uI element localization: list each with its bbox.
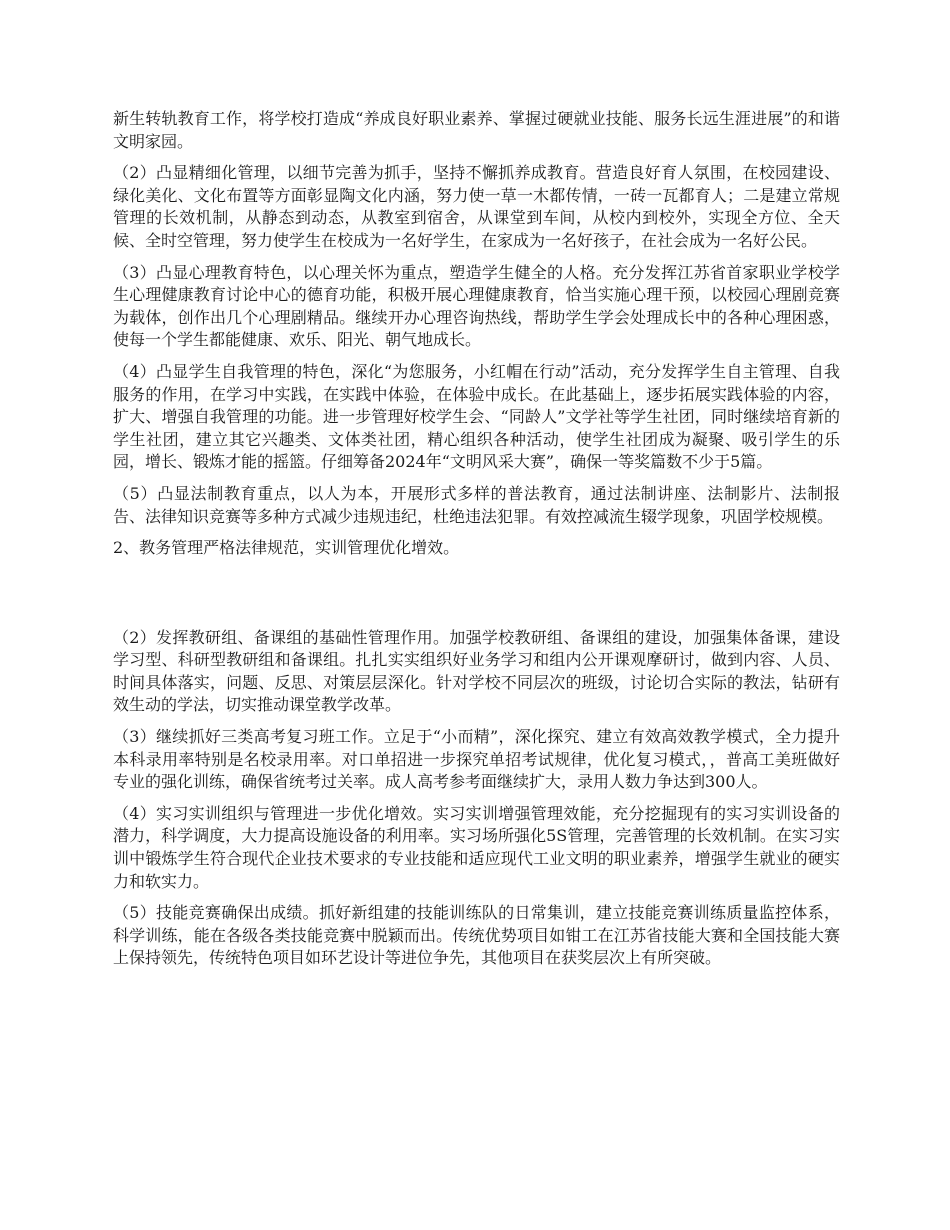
section-heading: 2、教务管理严格法律规范，实训管理优化增效。 — [113, 538, 460, 558]
paragraph-teaching-3: （3）继续抓好三类高考复习班工作。立足于“小而精”，深化探究、建立有效高效教学模式，全力提升本科录用率特别是名校录用率。对口单招进一步探究单招考试规律，优化复习模式，，普高工美班做好专业的强化训练，确保省统考过关率。成人高考参考面继续扩大，录用人数力争达到300人。 — [113, 727, 840, 792]
document-page — [113, 108, 840, 979]
paragraph-intro: 新生转轨教育工作，将学校打造成“养成良好职业素养、掌握过硬就业技能、服务长远生涯进展”的和谐文明家园。 — [113, 109, 840, 151]
paragraph-item-4: （4）凸显学生自我管理的特色，深化“为您服务，小红帽在行动”活动，充分发挥学生自主管理、自我服务的作用，在学习中实践，在实践中体验，在体验中成长。在此基础上，逐步拓展实践体验的内容，扩大、增强自我管理的功能。进一步管理好校学生会、“同龄人”文学社等学生社团，同时继续培育新的学生社团，建立其它兴趣类、文体类社团，精心组织各种活动，使学生社团成为凝聚、吸引学生的乐园，增长、锻炼才能的摇篮。仔细筹备2024年“文明风采大赛”，确保一等奖篇数不少于5篇。 — [113, 361, 840, 472]
paragraph-item-3: （3）凸显心理教育特色，以心理关怀为重点，塑造学生健全的人格。充分发挥江苏省首家职业学校学生心理健康教育讨论中心的德育功能，积极开展心理健康教育，恰当实施心理干预，以校园心理剧竞赛为载体，创作出几个心理剧精品。继续开办心理咨询热线，帮助学生学会处理成长中的各种心理困惑，使每一个学生都能健康、欢乐、阳光、朝气地成长。 — [113, 262, 840, 350]
blank-gap — [113, 569, 840, 627]
paragraph-teaching-2: （2）发挥教研组、备课组的基础性管理作用。加强学校教研组、备课组的建设，加强集体备课，建设学习型、科研型教研组和备课组。扎扎实实组织好业务学习和组内公开课观摩研讨，做到内容、人员、时间具体落实，问题、反思、对策层层深化。针对学校不同层次的班级，讨论切合实际的教法，钻研有效生动的学法，切实推动课堂教学改革。 — [113, 627, 840, 715]
paragraph-item-2: （2）凸显精细化管理，以细节完善为抓手，坚持不懈抓养成教育。营造良好育人氛围，在校园建设、绿化美化、文化布置等方面彰显陶文化内涵，努力使一草一木都传情，一砖一瓦都育人；二是建立常规管理的长效机制，从静态到动态，从教室到宿舍，从课堂到车间，从校内到校外，实现全方位、全天候、全时空管理，努力使学生在校成为一名好学生，在家成为一名好孩子，在社会成为一名好公民。 — [113, 163, 840, 250]
paragraph-item-5: （5）凸显法制教育重点，以人为本，开展形式多样的普法教育，通过法制讲座、法制影片、法制报告、法律知识竞赛等多种方式减少违规违纪，杜绝违法犯罪。有效控减流生辍学现象，巩固学校规模。 — [113, 483, 840, 526]
paragraph-teaching-4: （4）实习实训组织与管理进一步优化增效。实习实训增强管理效能，充分挖掘现有的实习实训设备的潜力，科学调度，大力提高设施设备的利用率。实习场所强化5S管理，完善管理的长效机制。在实习实训中锻炼学生符合现代企业技术要求的专业技能和适应现代工业文明的职业素养，增强学生就业的硬实力和软实力。 — [113, 803, 840, 891]
paragraph-teaching-5: （5）技能竞赛确保出成绩。抓好新组建的技能训练队的日常集训，建立技能竞赛训练质量监控体系，科学训练，能在各级各类技能竞赛中脱颖而出。传统优势项目如钳工在江苏省技能大赛和全国技能大赛上保持领先，传统特色项目如环艺设计等进位争先，其他项目在获奖层次上有所突破。 — [113, 903, 840, 968]
